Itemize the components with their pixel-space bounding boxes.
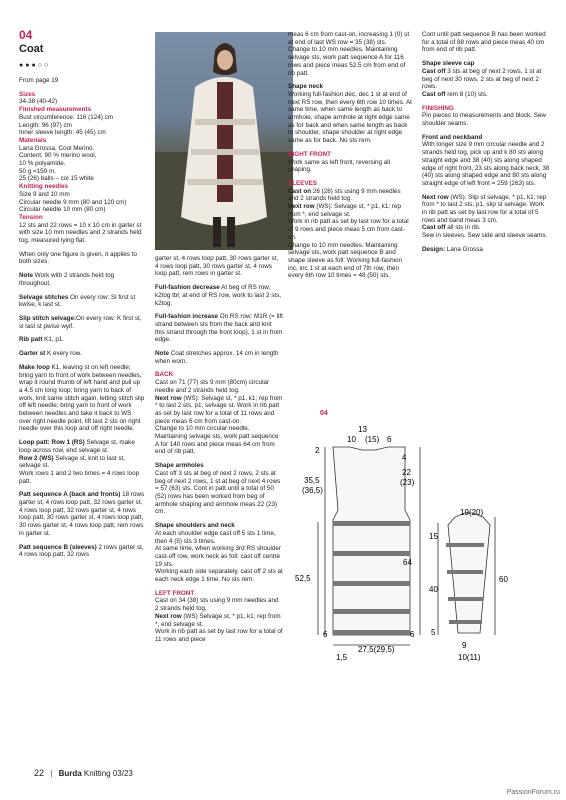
sleeve-bottom-label-2: 10(11) — [458, 653, 481, 662]
sleeves-heading: SLEEVES — [288, 179, 318, 187]
back-next-text: (WS): Selvage st, * p1, k1; rep from * to last 2 sts, p1, selvage st. Work in rib patt as set by last row for a total of 11 rows and piece meas 6 cm from cast-on. Change to 10 mm circular needle. Maintaining selvage sts, work patt sequence A for 140 rows and piece meas 64 cm from end of rib patt. — [155, 394, 283, 456]
diagram-label: 04 — [320, 410, 328, 417]
make-loop-para — [19, 364, 145, 433]
design-text: Lana Grossa — [445, 245, 483, 253]
make-loop-text: K1, leaving st on left needle; bring yarn to front of work between needles, wrap it round thumb of left hand and pull up a 4.5 cm long loop; bring yarn to back of work, knit same stitch again, letting stitch slip off left needle; bring yarn to front of work between needles and take it back to WS over right needle point, lift last 2 sts on right needle over this loop and off right needle. — [19, 363, 145, 433]
column-4 — [422, 31, 550, 260]
footer-brand-2: Knitting — [83, 769, 111, 778]
slip-para — [19, 315, 145, 330]
back-r4-label: 4 — [402, 453, 407, 462]
lf-next-label: Next row — [155, 612, 182, 620]
sizes-text: 34-38 (40-42) — [19, 98, 58, 106]
finishing-text: Pin pieces to measurements and block. Sew shoulder seams. — [422, 112, 546, 128]
sleeve-rib-label: 5 — [431, 628, 436, 637]
note-text: Work with 2 strands held tog throughout. — [19, 272, 115, 287]
back-rib-right-label: 6 — [410, 630, 415, 639]
cap-label: Cast off — [422, 67, 446, 75]
neck-heading: Shape neck — [288, 83, 323, 91]
stretch-note-label: Note — [155, 350, 169, 358]
back-next-label: Next row — [155, 394, 182, 402]
neckband-castoff-label: Cast off — [422, 224, 446, 232]
footer-divider: | — [50, 769, 53, 778]
right-front-heading: RIGHT FRONT — [288, 150, 332, 158]
finishing-heading: FINISHING — [422, 104, 454, 112]
neckband-heading: Front and neckband — [422, 133, 483, 141]
sleeves-next — [288, 203, 412, 280]
cap-text: 3 sts at beg of next 2 rows, 1 st at beg of next 30 rows, 2 sts at beg of next 2 rows. — [422, 67, 542, 91]
pattern-title: Coat — [19, 43, 44, 55]
lf-next-text: (WS) Selvage st, * p1, k1; rep from *, end selvage st. Work in rib patt as set by last row for a total of 11 rows and piece — [155, 612, 283, 643]
page-footer — [34, 768, 133, 778]
slip-label: Slip stitch selvage: — [19, 314, 77, 322]
sizes-heading: Sizes — [19, 90, 36, 98]
rib-text: K1, p1. — [42, 336, 65, 344]
back-armhole-right-label: 22 — [402, 468, 411, 477]
coat-photo-illustration — [155, 32, 293, 250]
patt-b-text: 2 rows garter st, 4 rows loop patt, 32 rows — [19, 543, 144, 559]
rib-label: Rib patt — [19, 336, 43, 344]
armholes-heading: Shape armholes — [155, 462, 204, 470]
ffi-text: On RS row: M1R (= lift strand between sts from the back and knit this strand through the front loop), 1 st in from edge. — [155, 313, 283, 344]
sleeves-cast-on — [288, 188, 412, 203]
selvage-para — [19, 294, 145, 309]
one-figure-note: When only one figure is given, it applies to both sizes. — [19, 250, 137, 266]
loop-patt-label: Loop patt: Row 1 (RS) — [19, 439, 85, 447]
selvage-text: On every row: Sl first st kwise, k last st. — [19, 293, 136, 309]
sleeves-cast-label: Cast on — [288, 187, 312, 195]
neckband-castoff — [422, 224, 550, 239]
page-number: 22 — [34, 768, 45, 778]
model-photo — [155, 32, 293, 250]
column-2 — [155, 255, 283, 644]
right-front-text: Work same as left front, reversing all shaping. — [288, 158, 391, 174]
col3-continued: meas 6 cm from cast-on, increasing 1 (0) st at end of last WS row = 35 (38) sts. Change to 10 mm needles. Maintaining selvage sts, work patt sequence A for 116 rows and piece meas 52.5 cm from end of rib patt. — [288, 31, 410, 77]
cap-text-2: rem 8 (10) sts. — [445, 90, 488, 98]
make-loop-label: Make loop — [19, 363, 50, 371]
stretch-note-text: Coat stretches approx. 14 cm in length when worn. — [155, 350, 279, 365]
ffi-para — [155, 313, 283, 344]
col2-continued: garter st, 4 rows loop patt, 30 rows garter st, 4 rows loop patt, 30 rows garter st, 4 rows loop patt, rem rows in garter st. — [155, 255, 279, 278]
back-side-label: 52,5 — [295, 574, 311, 583]
neck-text: Working full-fashion dec, dec 1 st at end of next RS row, then every 6th row 10 times. At same time, when same length as back to armhole, shape armhole at right edge same as for back and when same length as back to shoulder, shape shoulder at right edge same as for back. No sts rem. — [288, 90, 412, 145]
neckband-castoff-text: all sts in rib. Sew in sleeves. Sew side and sleeve seams. — [422, 224, 548, 240]
back-armhole-right-label-2: (23) — [400, 478, 415, 487]
row2-para — [19, 455, 145, 470]
sleeve-side-label: 40 — [429, 585, 438, 594]
sleeve-top-label: 19(20) — [460, 508, 484, 517]
left-front-text: Cast on 34 (38) sts using 9 mm needles and 2 strands held tog. — [155, 597, 279, 613]
back-top-label: 13 — [358, 425, 367, 434]
garter-para — [19, 350, 145, 358]
difficulty-rating: ●●●○○ — [19, 62, 51, 69]
needles-heading: Knitting needles — [19, 183, 68, 191]
measurements-heading: Finished measurements — [19, 106, 92, 114]
footer-brand: Burda — [58, 769, 82, 778]
sleeve-bottom-label: 9 — [462, 641, 467, 650]
row2-text: Selvage st, knit to last st, selvage st. — [19, 454, 126, 470]
column-3 — [288, 31, 412, 286]
slip-text: On every row: K first st, sl last st pwise wyif. — [19, 314, 142, 330]
sleeves-cast-text: 26 (28) sts using 9 mm needles and 2 strands held tog. — [288, 187, 401, 203]
armholes-text: Cast off 3 sts at beg of next 2 rows, 2 sts at beg of next 2 rows, 1 st at beg of next 4 rows = 57 (63) sts. Cont in patt until a total of 50 (52) rows has been worked from beg of armhole shaping and armhole meas 22 (23) cm. — [155, 469, 281, 516]
patt-b-para — [19, 544, 145, 559]
cap-para — [422, 68, 550, 91]
loop-patt-text: Selvage st, make loop across row, end selvage st. — [19, 439, 135, 454]
back-l2-label: 2 — [315, 446, 320, 455]
back-next-row — [155, 395, 283, 457]
neckband-next — [422, 194, 550, 225]
sleeve-cap-label: 15 — [429, 532, 438, 541]
col4-continued: Cont until patt sequence B has been worked for a total of 88 rows and piece meas 40 cm from end of rib patt. — [422, 31, 546, 54]
footer-issue: 03/23 — [112, 769, 133, 778]
ffd-text: At beg of RS row, k2tog tbl; at end of RS row, work to last 2 sts, k2tog. — [155, 284, 281, 307]
patt-b-label: Patt sequence B (sleeves) — [19, 543, 97, 551]
row2-label: Row 2 (WS) — [19, 454, 54, 462]
rib-para — [19, 336, 145, 344]
stretch-note-para — [155, 350, 283, 365]
tension-heading: Tension — [19, 213, 43, 221]
note-para — [19, 272, 145, 287]
cap-heading: Shape sleeve cap — [422, 60, 475, 68]
back-rib-left-label: 6 — [323, 630, 328, 639]
back-top-label-4: 6 — [387, 435, 392, 444]
selvage-label: Selvage stitches — [19, 293, 69, 301]
left-front-next — [155, 613, 283, 644]
neckband-next-text: (WS): Slip st selvage, * p1, k1; rep from * to last 2 sts, p1, slip st selvage. Work in rib patt as set by last row for a total of 5 rows and band meas 3 cm. — [422, 193, 547, 224]
ffd-label: Full-fashion decrease — [155, 284, 220, 292]
note-label: Note — [19, 272, 33, 280]
ffi-label: Full-fashion increase — [155, 313, 218, 321]
cap-label-2: Cast off — [422, 90, 446, 98]
sleeves-next-text: (WS): Selvage st, * p1, k1; rep from *, end selvage st. Work in rib patt as set by last row for a total of 9 rows and piece meas 5 cm from cast-on. Change to 10 mm needles. Maintaining selvage sts, work patt sequence B and shape sleeve as foll: Working full-fashion inc, inc 1 st at each end of 7th row, then every 6th row 10 times = 48 (50) sts. — [288, 203, 409, 280]
watermark: PassionForum.ru — [506, 789, 560, 796]
shoulders-text: At each shoulder edge cast off 5 sts 1 time, then 4 (5) sts 3 times. At same time, when working 3rd RS shoulder cast-off row, work neck as foll: cast off centre 19 sts. Working each side separately, cast off 2 sts at each neck edge 1 time. No sts rem. — [155, 529, 283, 584]
design-credit — [422, 246, 550, 254]
back-armhole-label: 35,5 — [304, 476, 320, 485]
back-text: Cast on 71 (77) sts 9 mm (80cm) circular needle and 2 strands held tog. — [155, 379, 270, 394]
patt-a-para — [19, 491, 145, 537]
row2-repeat: Work rows 1 and 2 two times = 4 rows loop patt. — [19, 469, 140, 485]
column-1 — [19, 77, 145, 565]
sleeves-next-label: Next row — [288, 203, 315, 211]
back-armhole-label-2: (36,5) — [302, 486, 323, 495]
back-heading: BACK — [155, 371, 174, 379]
loop-patt-para — [19, 439, 145, 454]
left-front-heading: LEFT FRONT — [155, 589, 195, 597]
materials-heading: Materials — [19, 136, 47, 144]
shoulders-heading: Shape shoulders and neck — [155, 522, 235, 530]
from-page: From page 19 — [19, 77, 59, 84]
materials-text: Lana Grossa, Cool Merino. Content: 90 % merino wool, 10 % polyamide. 50 g =150 m. 25 (26) balls – col 15 white — [19, 144, 97, 183]
needles-text: Size 9 and 10 mm Circular needle 9 mm (80 and 120 cm) Circular needle 10 mm (80 cm) — [19, 190, 127, 214]
patt-a-label: Patt sequence A (back and fronts) — [19, 491, 121, 499]
ffd-para — [155, 284, 283, 307]
sleeve-length-label: 60 — [499, 575, 508, 584]
schematic-diagram — [290, 405, 560, 670]
measurements-text: Bust circumference: 116 (124) cm Length: 96 (97) cm Inner sleeve length: 45 (45) cm — [19, 113, 114, 137]
back-body-label: 64 — [403, 558, 412, 567]
patt-a-text: 18 rows garter st, 4 rows loop patt, 32 rows garter st, 4 rows loop patt, 32 rows garter st, 4 rows loop patt, 30 rows garter st, 4 rows loop patt, 30 rows garter st, 4 rows loop patt, rem rows in garter st. — [19, 491, 145, 537]
back-top-label-2: 10 — [347, 435, 356, 444]
neckband-text: With longer size 9 mm circular needle and 2 strands held tog, pick up and k 80 sts along straight edge and 38 (40) sts along shaped edge of right front, 23 sts along back neck, 38 (40) sts along shaped edge and 80 sts along straight edge of left front = 259 (263) sts. — [422, 141, 550, 187]
back-top-label-3: (15) — [365, 435, 380, 444]
tension-text: 12 sts and 22 rows = 10 x 10 cm in garter st with size 10 mm needles and 2 strands held tog, measured lying flat. — [19, 221, 142, 245]
cap-para-2 — [422, 91, 550, 99]
garter-text: K every row. — [45, 350, 82, 358]
back-bottom-label-2: 27,5(29,5) — [358, 645, 395, 654]
garter-label: Garter st — [19, 350, 46, 358]
design-label: Design: — [422, 245, 446, 253]
neckband-next-label: Next row — [422, 193, 449, 201]
pattern-number: 04 — [19, 28, 33, 42]
sleeve-schematic — [438, 513, 495, 635]
back-bottom-label: 1,5 — [336, 653, 348, 662]
